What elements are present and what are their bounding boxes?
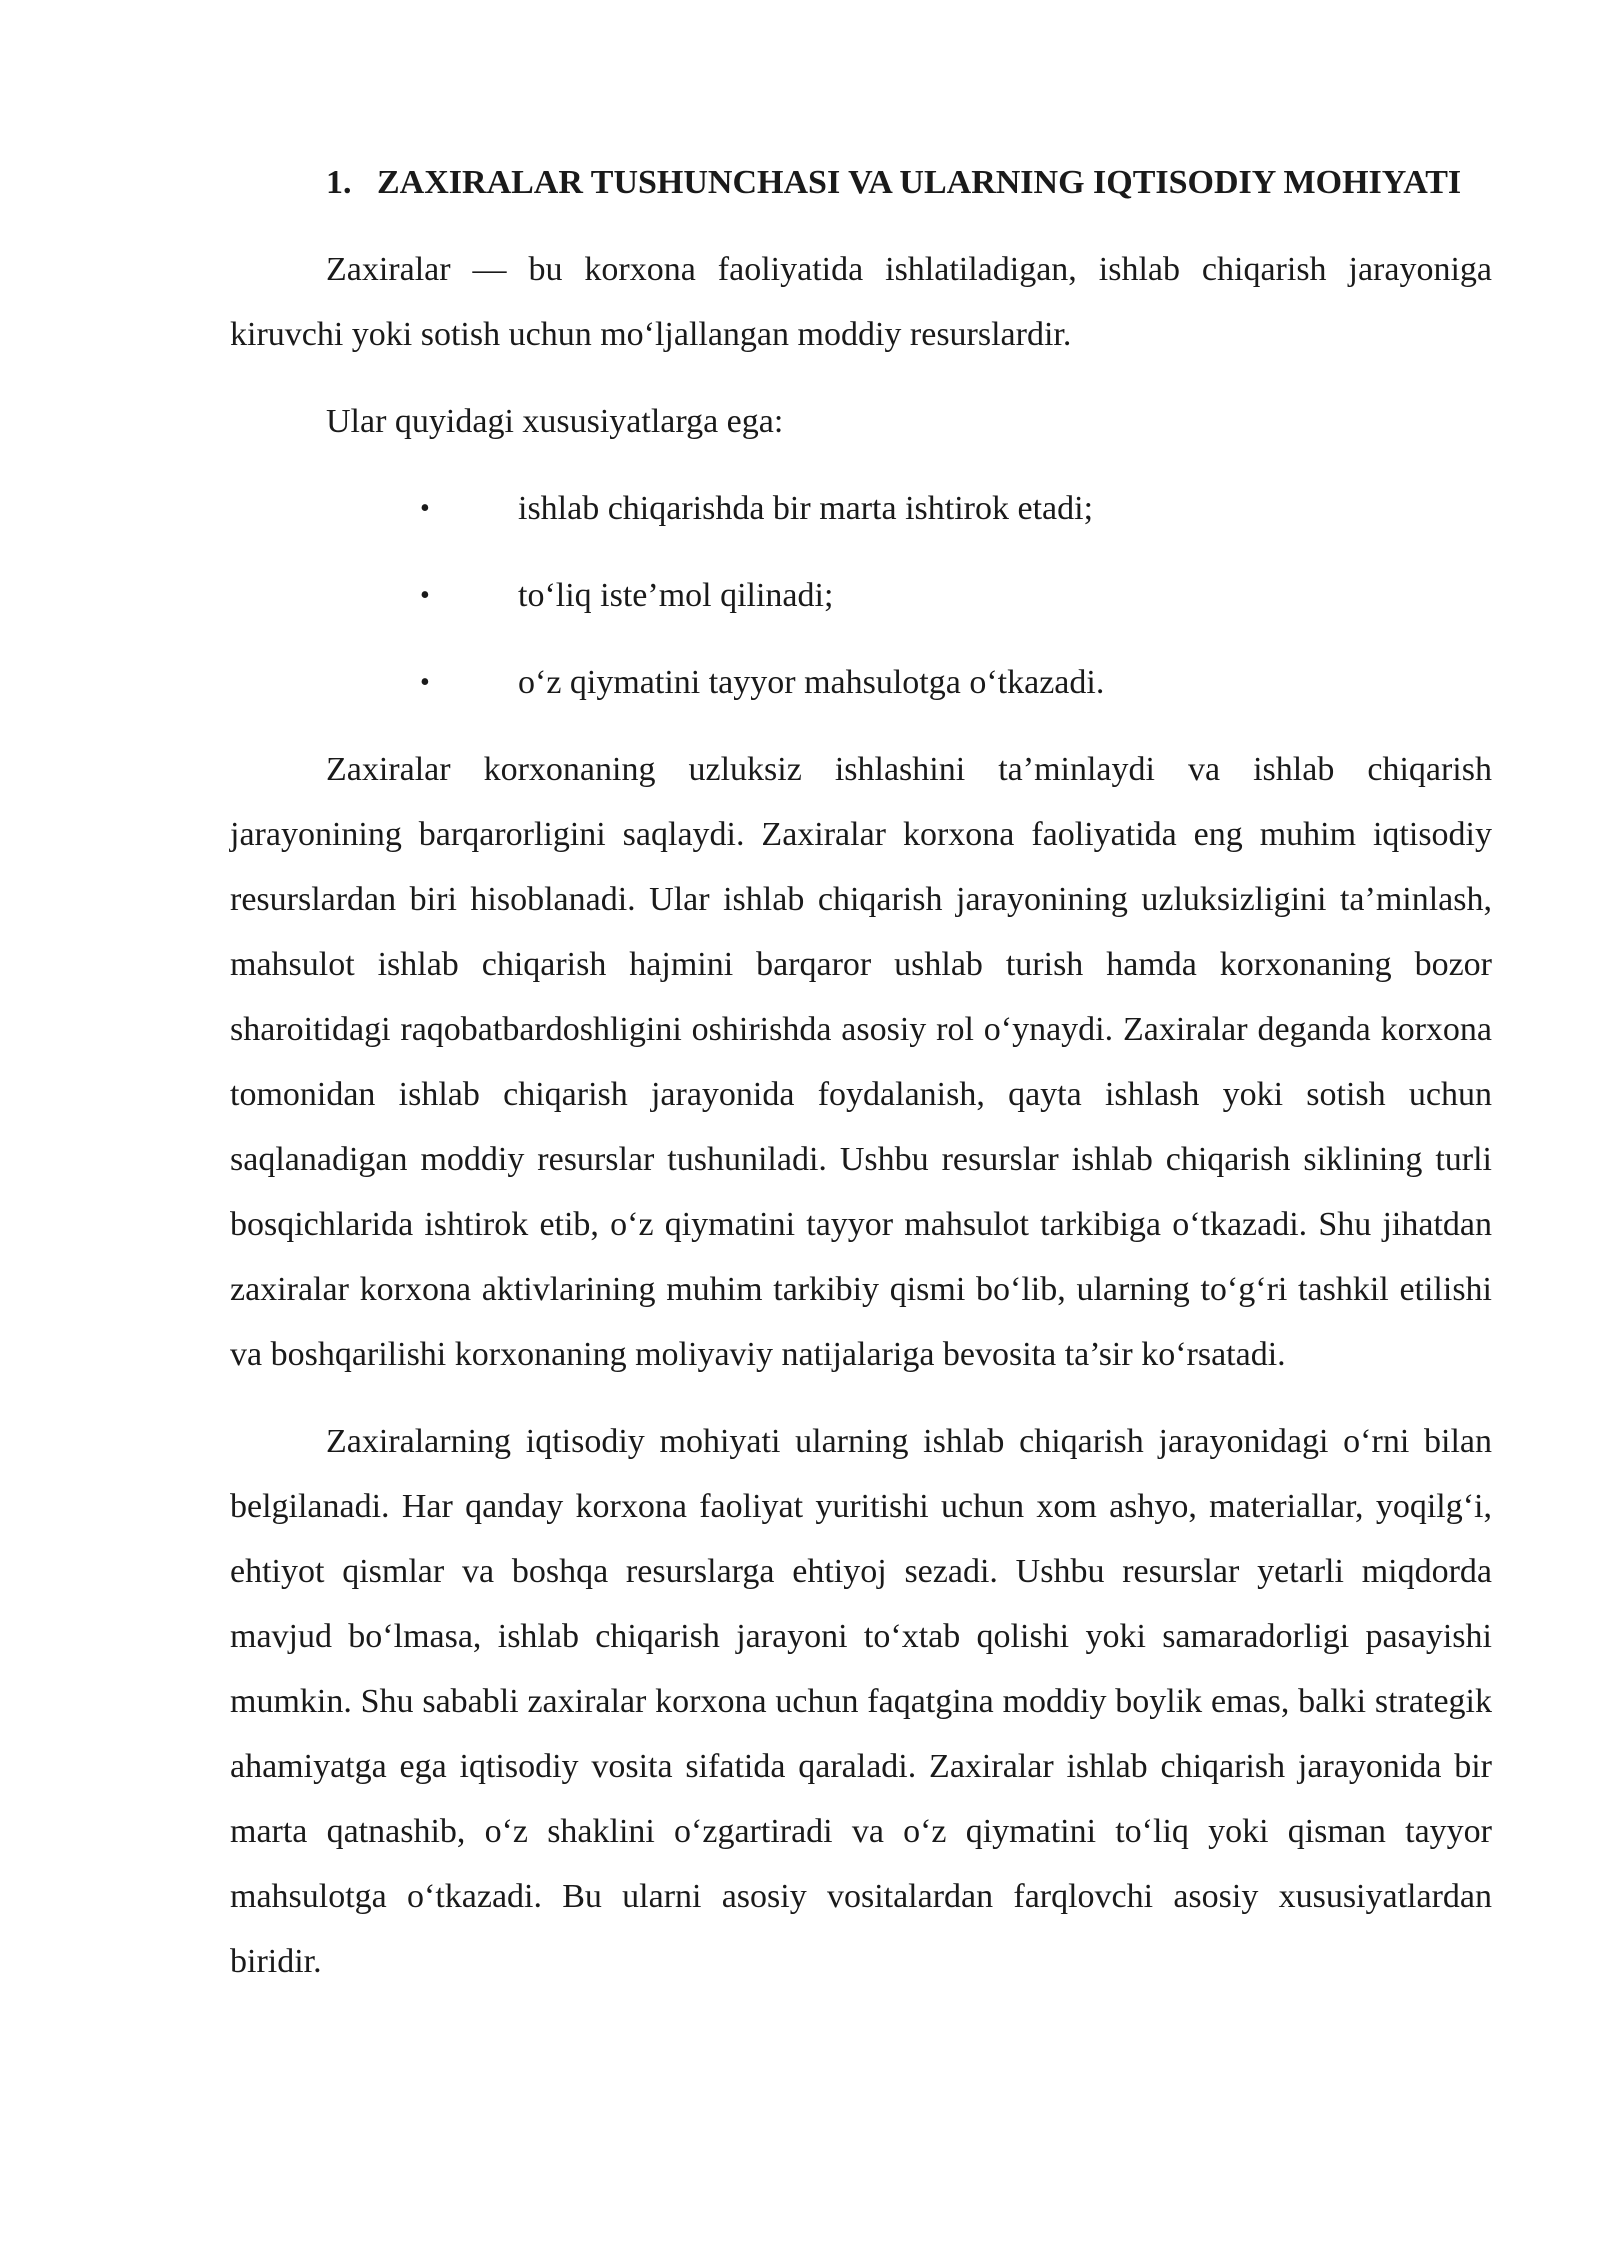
features-intro-paragraph: Ular quyidagi xususiyatlarga ega: (326, 403, 784, 440)
list-item (230, 563, 1492, 628)
bullet-icon: • (420, 580, 430, 611)
features-list (230, 476, 1492, 715)
section-title: ZAXIRALAR TUSHUNCHASI VA ULARNING IQTISODIY MOHIYATI (377, 164, 1462, 201)
list-item-text: o‘z qiymatini tayyor mahsulotga o‘tkazadi. (518, 664, 1105, 701)
list-item (230, 650, 1492, 715)
section-heading (230, 150, 1492, 215)
list-item-text: to‘liq iste’mol qilinadi; (518, 577, 834, 614)
bullet-icon: • (420, 667, 430, 698)
list-item (230, 476, 1492, 541)
section-number: 1. (326, 164, 352, 201)
body-paragraph-3: Zaxiralar korxonaning uzluksiz ishlashini ta’minlaydi va ishlab chiqarish jarayonining barqarorligini saqlaydi. Zaxiralar korxona faoliyatida eng muhim iqtisodiy resurslardan biri hisoblanadi. Ular ishlab chiqarish jarayonining uzluksizligini ta’minlash, mahsulot ishlab chiqarish hajmini barqaror ushlab turish hamda korxonaning bozor sharoitidagi raqobatbardoshligini oshirishda asosiy rol o‘ynaydi. Zaxiralar deganda korxona tomonidan ishlab chiqarish jarayonida foydalanish, qayta ishlash yoki sotish uchun saqlanadigan moddiy resurslar tushuniladi. Ushbu resurslar ishlab chiqarish siklining turli bosqichlarida ishtirok etib, o‘z qiymatini tayyor mahsulot tarkibiga o‘tkazadi. Shu jihatdan zaxiralar korxona aktivlarining muhim tarkibiy qismi bo‘lib, ularning to‘g‘ri tashkil etilishi va boshqarilishi korxonaning moliyaviy natijalariga bevosita ta’sir ko‘rsatadi. (230, 751, 1492, 1373)
definition-paragraph: Zaxiralar — bu korxona faoliyatida ishlatiladigan, ishlab chiqarish jarayoniga kiruvchi yoki sotish uchun mo‘ljallangan moddiy resurslardir. (230, 251, 1492, 353)
document-page (230, 150, 1492, 1994)
bullet-icon: • (420, 493, 430, 524)
body-paragraph-4: Zaxiralarning iqtisodiy mohiyati ularning ishlab chiqarish jarayonidagi o‘rni bilan belgilanadi. Har qanday korxona faoliyat yuritishi uchun xom ashyo, materiallar, yoqilg‘i, ehtiyot qismlar va boshqa resurslarga ehtiyoj sezadi. Ushbu resurslar yetarli miqdorda mavjud bo‘lmasa, ishlab chiqarish jarayoni to‘xtab qolishi yoki samaradorligi pasayishi mumkin. Shu sababli zaxiralar korxona uchun faqatgina moddiy boylik emas, balki strategik ahamiyatga ega iqtisodiy vosita sifatida qaraladi. Zaxiralar ishlab chiqarish jarayonida bir marta qatnashib, o‘z shaklini o‘zgartiradi va o‘z qiymatini to‘liq yoki qisman tayyor mahsulotga o‘tkazadi. Bu ularni asosiy vositalardan farqlovchi asosiy xususiyatlardan biridir. (230, 1423, 1492, 1980)
list-item-text: ishlab chiqarishda bir marta ishtirok etadi; (518, 490, 1094, 527)
